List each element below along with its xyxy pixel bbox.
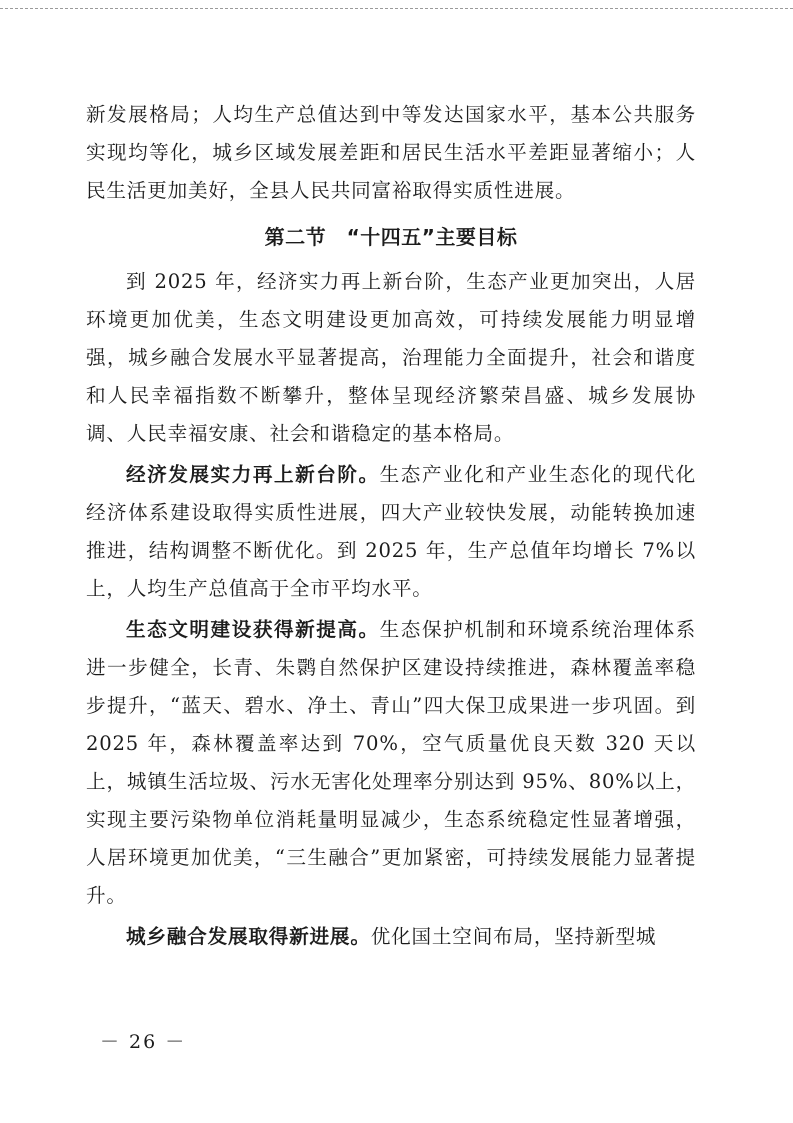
opening-paragraph: 新发展格局；人均生产总值达到中等发达国家水平，基本公共服务实现均等化，城乡区域发展差距和居民生活水平差距显著缩小；人民生活更加美好，全县人民共同富裕取得实质性进展。 [86, 103, 696, 202]
goal-lead-urban-rural: 城乡融合发展取得新进展。 [126, 925, 371, 948]
goal-text-ecology: 生态保护机制和环境系统治理体系进一步健全，长青、朱鹮自然保护区建设持续推进，森林覆盖率稳步提升，“蓝天、碧水、净土、青山”四大保卫成果进一步巩固。到 2025 年，森林覆盖率达到 70%，空气质量优良天数 320 天以上，城镇生活垃圾、污水无害化处理率分别达到 95%、80%以上，实现主要污染物单位消耗量明显减少，生态系统稳定性显著增强，人居环境更加优美，“三生融合”更加紧密，可持续发展能力显著提升。 [86, 618, 697, 907]
goal-paragraph-urban-rural [86, 918, 696, 956]
goal-text-economy: 生态产业化和产业生态化的现代化经济体系建设取得实质性进展，四大产业较快发展，动能转换加速推进，结构调整不断优化。到 2025 年，生产总值年均增长 7%以上，人均生产总值高于全市平均水平。 [86, 463, 697, 600]
page-number: － 26 － [100, 1031, 187, 1053]
goal-paragraph-economy [86, 456, 696, 608]
intro-paragraph: 到 2025 年，经济实力再上新台阶，生态产业更加突出，人居环境更加优美，生态文明建设更加高效，可持续发展能力明显增强，城乡融合发展水平显著提高，治理能力全面提升，社会和谐度和人民幸福指数不断攀升，整体呈现经济繁荣昌盛、城乡发展协调、人民幸福安康、社会和谐稳定的基本格局。 [86, 270, 696, 445]
section-heading: 第二节 “十四五”主要目标 [264, 225, 518, 249]
top-scan-rule [0, 8, 793, 9]
goal-text-urban-rural: 优化国土空间布局，坚持新型城 [370, 925, 657, 948]
goal-lead-ecology: 生态文明建设获得新提高。 [126, 618, 380, 641]
document-body [86, 96, 696, 956]
goal-lead-economy: 经济发展实力再上新台阶。 [126, 463, 380, 486]
goal-paragraph-ecology [86, 611, 696, 915]
